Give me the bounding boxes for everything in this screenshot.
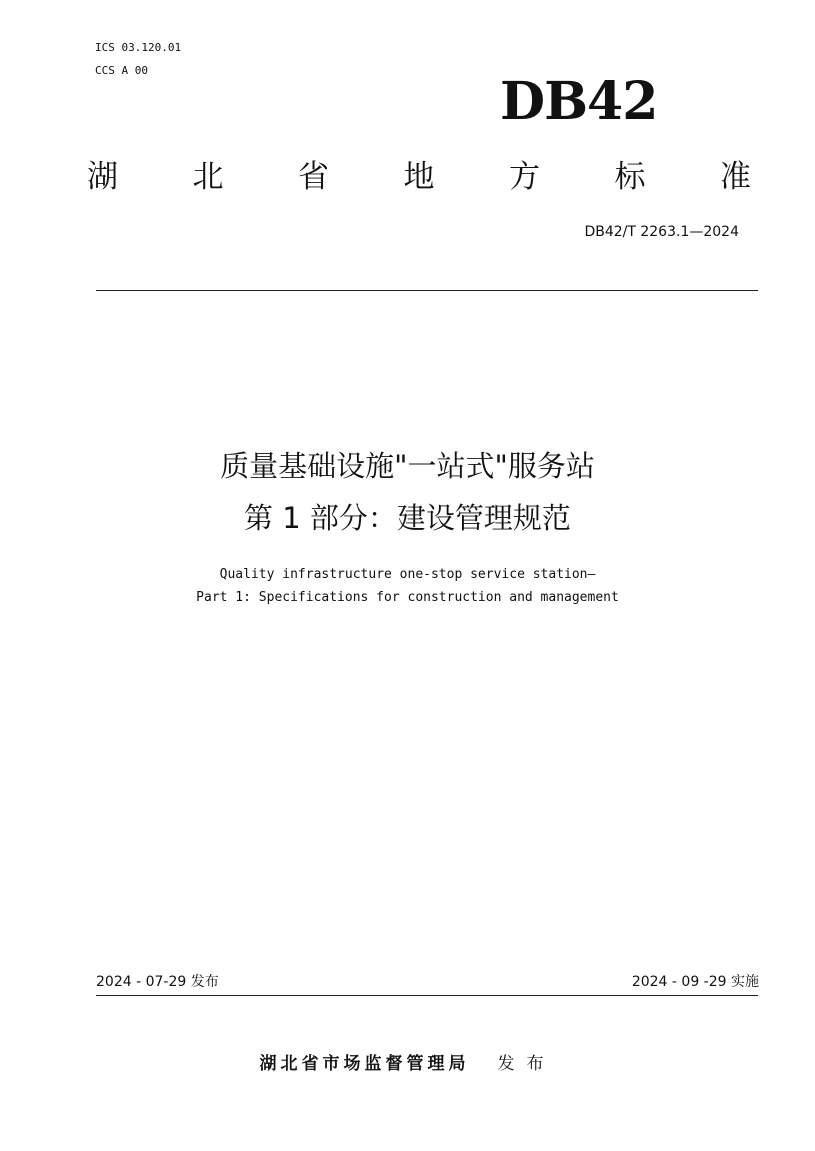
title-char: 省 [298, 159, 329, 195]
issuing-authority [0, 1050, 815, 1078]
bottom-divider [96, 995, 758, 996]
ccs-code: CCS A 00 [95, 64, 148, 77]
title-char: 准 [720, 159, 751, 195]
issuer-action: 发布 [497, 1054, 556, 1074]
issuer-name: 湖北省市场监督管理局 [259, 1054, 470, 1074]
chinese-title-line-2: 第 1 部分：建设管理规范 [244, 501, 571, 535]
standard-logo: DB42 [500, 71, 658, 132]
issue-date: 2024 - 07-29 发布 [96, 974, 219, 990]
standard-number: DB42/T 2263.1—2024 [584, 224, 739, 240]
english-title-line-2: Part 1: Specifications for construction and management [196, 590, 619, 605]
chinese-title-line-1: 质量基础设施"一站式"服务站 [220, 449, 595, 483]
title-char: 地 [403, 159, 435, 195]
implementation-date: 2024 - 09 -29 实施 [631, 974, 759, 990]
title-char: 方 [509, 159, 540, 195]
title-char: 湖 [87, 159, 118, 195]
top-divider [96, 290, 758, 291]
standard-type-title [87, 155, 751, 199]
title-char: 北 [192, 159, 224, 195]
chinese-title [0, 440, 815, 544]
ics-code: ICS 03.120.01 [95, 41, 182, 54]
english-title-line-1: Quality infrastructure one-stop service station— [219, 567, 596, 582]
english-title [0, 563, 815, 609]
title-char: 标 [614, 159, 646, 195]
